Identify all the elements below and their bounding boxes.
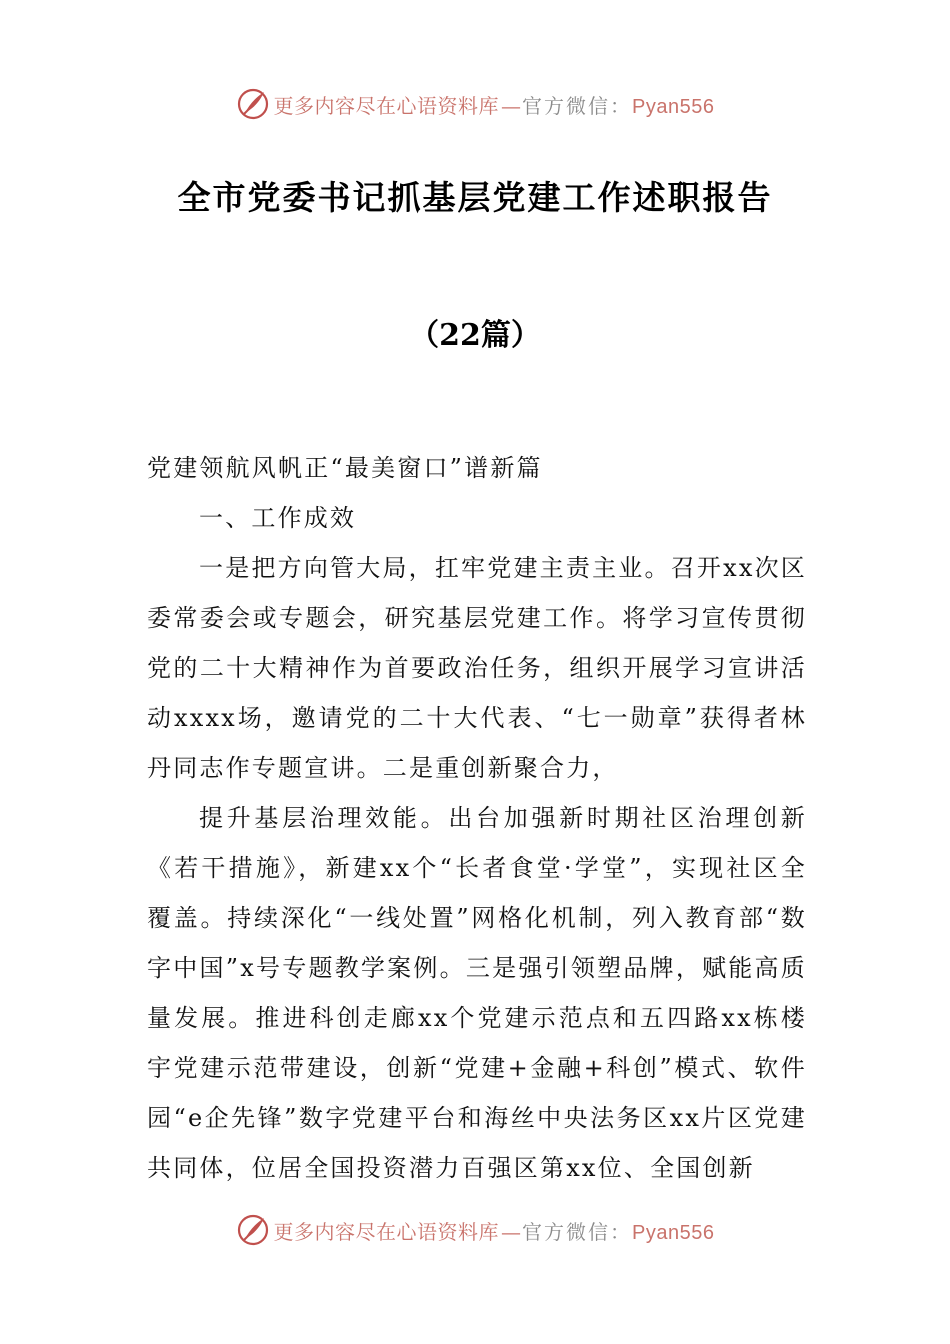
document-title: 全市党委书记抓基层党建工作述职报告 (177, 178, 773, 217)
quill-pen-logo-icon (236, 1213, 270, 1247)
watermark-wechat-label: 官方微信： (522, 1219, 633, 1244)
watermark-wechat-id: Pyan556 (632, 1221, 715, 1244)
watermark-text (274, 1216, 715, 1245)
watermark-site-text: 更多内容尽在心语资料库 (273, 93, 500, 118)
watermark-text (274, 90, 715, 119)
watermark-banner-top (0, 82, 950, 126)
section-title: 党建领航风帆正“最美窗口”谱新篇 (147, 454, 543, 482)
watermark-site-text: 更多内容尽在心语资料库 (273, 1219, 500, 1244)
watermark-banner-bottom (0, 1208, 950, 1252)
quill-pen-logo-icon (236, 87, 270, 121)
watermark-dash: — (501, 93, 519, 118)
watermark-wechat-label: 官方微信： (522, 93, 633, 118)
watermark-wechat-id: Pyan556 (632, 95, 715, 118)
heading-work-results: 一、工作成效 (199, 504, 357, 532)
document-body (147, 443, 807, 1193)
paragraph-1: 一是把方向管大局，扛牢党建主责主业。召开xx次区委常委会或专题会，研究基层党建工作。将学习宣传贯彻党的二十大精神作为首要政治任务，组织开展学习宣讲活动xxxx场，邀请党的二十大代表、“七一勋章”获得者林丹同志作专题宣讲。二是重创新聚合力， (147, 554, 807, 782)
watermark-dash: — (501, 1219, 519, 1244)
document-subtitle: （22篇） (409, 318, 541, 353)
paragraph-2: 提升基层治理效能。出台加强新时期社区治理创新《若干措施》，新建xx个“长者食堂·学堂”，实现社区全覆盖。持续深化“一线处置”网格化机制，列入教育部“数字中国”x号专题教学案例。三是强引领塑品牌，赋能高质量发展。推进科创走廊xx个党建示范点和五四路xx栋楼宇党建示范带建设，创新“党建+金融+科创”模式、软件园“e企先锋”数字党建平台和海丝中央法务区xx片区党建共同体，位居全国投资潜力百强区第xx位、全国创新 (147, 804, 807, 1182)
